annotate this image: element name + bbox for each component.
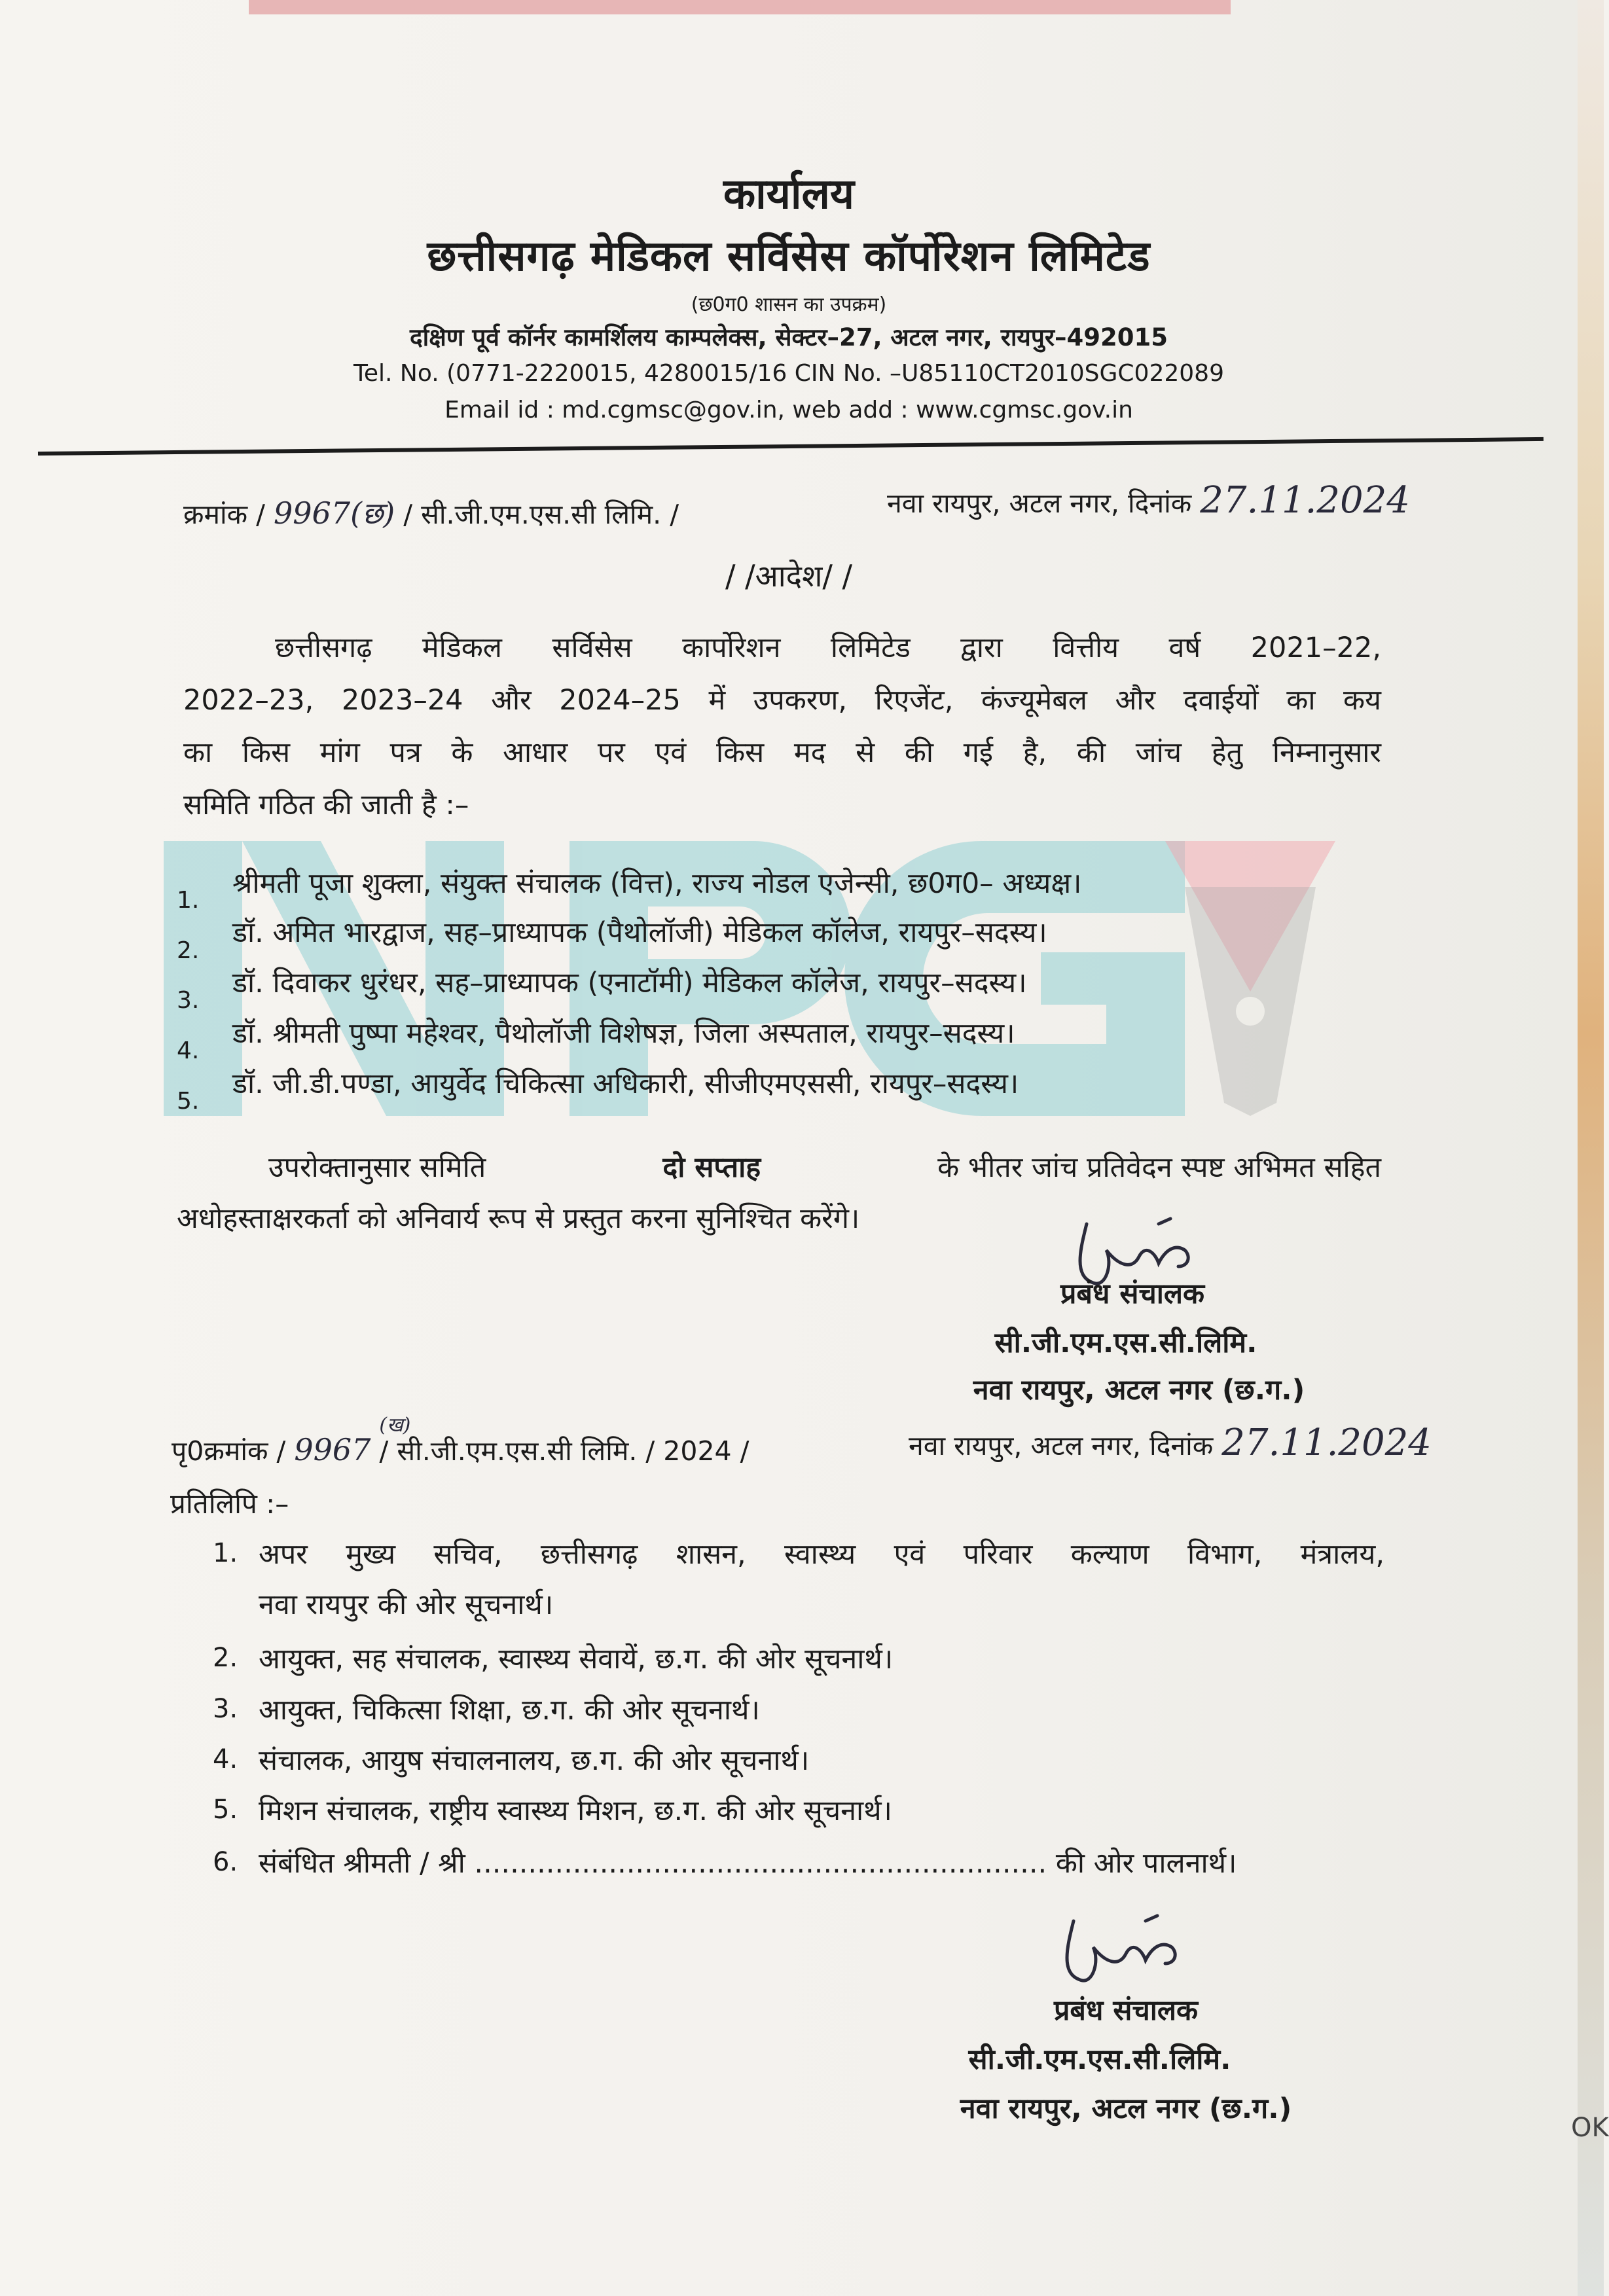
reference-number-line (183, 492, 679, 533)
closing-line-2: अधोहस्ताक्षरकर्ता को अनिवार्य रूप से प्रस्तुत करना सुनिश्चित करेंगे। (177, 1202, 860, 1235)
member-4: डॉ. श्रीमती पुष्पा महेश्वर, पैथोलॉजी विशेषज्ञ, जिला अस्पताल, रायपुर–सदस्य। (232, 1017, 1015, 1050)
signature-1-org: सी.जी.एम.एस.सी.लिमि. (994, 1327, 1257, 1359)
member-1: श्रीमती पूजा शुक्ला, संयुक्त संचालक (वित्त), राज्य नोडल एजेन्सी, छ0ग0– अध्यक्ष। (232, 867, 1082, 900)
reference-date-line (887, 479, 1410, 522)
copy-6: संबंधित श्रीमती / श्री ................................................................ की ओर पालनार्थ। (259, 1847, 1237, 1880)
member-number-1: 1. (177, 887, 200, 914)
order-body-line-4: समिति गठित की जाती है :– (183, 789, 469, 821)
reference-number-handwritten: 9967(छ) (274, 495, 395, 531)
corporation-subtitle: (छ0ग0 शासन का उपक्रम) (691, 293, 887, 316)
endorsement-place-date-label: नवा रायपुर, अटल नगर, दिनांक (909, 1430, 1214, 1462)
signature-2-place: नवा रायपुर, अटल नगर (छ.ग.) (960, 2092, 1292, 2125)
signature-1-place: नवा रायपुर, अटल नगर (छ.ग.) (973, 1374, 1305, 1407)
signature-2-scribble (1047, 1901, 1204, 2000)
reference-date-handwritten: 27.11.2024 (1200, 479, 1410, 522)
endorsement-label: पृ0क्रमांक / (172, 1435, 286, 1467)
top-edge-stain (249, 0, 1231, 14)
member-number-4: 4. (177, 1037, 200, 1064)
copy-number-3: 3. (213, 1694, 238, 1724)
endorsement-number-handwritten: 9967 (294, 1432, 371, 1467)
member-5: डॉ. जी.डी.पण्डा, आयुर्वेद चिकित्सा अधिकारी, सीजीएमएससी, रायपुर–सदस्य। (232, 1067, 1019, 1100)
copy-number-2: 2. (213, 1643, 238, 1673)
copy-3: आयुक्त, चिकित्सा शिक्षा, छ.ग. की ओर सूचनार्थ। (259, 1694, 760, 1727)
copy-2: आयुक्त, सह संचालक, स्वास्थ्य सेवायें, छ.ग. की ओर सूचनार्थ। (259, 1643, 894, 1676)
endorsement-number-superscript: (ख) (379, 1414, 411, 1437)
watermark-nib-hole (1236, 997, 1265, 1026)
endorsement-date-handwritten: 27.11.2024 (1221, 1422, 1432, 1464)
closing-line-1 (268, 1147, 1381, 1185)
closing-duration: दो सप्ताह (662, 1151, 761, 1184)
copy-number-6: 6. (213, 1847, 238, 1877)
endorsement-number-wrap (294, 1414, 411, 1467)
email-web-line: Email id : md.cgmsc@gov.in, web add : www.cgmsc.gov.in (444, 397, 1133, 423)
reference-label: क्रमांक / (183, 499, 265, 530)
member-number-3: 3. (177, 987, 200, 1014)
copy-number-1: 1. (213, 1538, 238, 1568)
order-body-line-1: छत्तीसगढ़ मेडिकल सर्विसेस कार्पोरेशन लिमिटेड द्वारा वित्तीय वर्ष 2021–22, (275, 632, 1381, 664)
signature-2-org: सी.जी.एम.एस.सी.लिमि. (968, 2043, 1231, 2076)
order-body-line-2: 2022–23, 2023–24 और 2024–25 में उपकरण, रिएजेंट, कंज्यूमेबल और दवाईयों का कय (183, 684, 1381, 717)
corporation-address: दक्षिण पूर्व कॉर्नर कामर्शिलय काम्पलेक्स, सेक्टर–27, अटल नगर, रायपुर–492015 (410, 323, 1168, 351)
copy-4: संचालक, आयुष संचालनालय, छ.ग. की ओर सूचनार्थ। (259, 1744, 810, 1777)
office-heading: कार्यालय (723, 170, 854, 219)
reference-suffix: / सी.जी.एम.एस.सी लिमि. / (403, 499, 679, 530)
page-edge-shadow (1578, 0, 1604, 2296)
copy-1-line-2: नवा रायपुर की ओर सूचनार्थ। (259, 1588, 554, 1621)
order-title: / /आदेश/ / (725, 558, 852, 594)
endorsement-number-line (172, 1414, 750, 1469)
copy-number-4: 4. (213, 1744, 238, 1774)
closing-pre: उपरोक्तानुसार समिति (268, 1151, 486, 1184)
member-number-5: 5. (177, 1088, 200, 1115)
endorsement-date-line (909, 1422, 1432, 1464)
closing-post: के भीतर जांच प्रतिवेदन स्पष्ट अभिमत सहित (937, 1151, 1381, 1184)
signature-2-title: प्रबंध संचालक (1053, 1994, 1199, 2027)
copy-5: मिशन संचालक, राष्ट्रीय स्वास्थ्य मिशन, छ.ग. की ओर सूचनार्थ। (259, 1795, 892, 1827)
watermark-letter-n-left (164, 841, 242, 1116)
member-number-2: 2. (177, 937, 200, 964)
member-2: डॉ. अमित भारद्वाज, सह–प्राध्यापक (पैथोलॉजी) मेडिकल कॉलेज, रायपुर–सदस्य। (232, 916, 1047, 949)
copy-to-label: प्रतिलिपि :– (170, 1488, 289, 1520)
order-body-line-3: का किस मांग पत्र के आधार पर एवं किस मद से की गई है, की जांच हेतु निम्नानुसार (183, 736, 1381, 769)
copy-number-5: 5. (213, 1795, 238, 1825)
signature-1-title: प्रबंध संचालक (1060, 1278, 1205, 1310)
reference-place-date-label: नवा रायपुर, अटल नगर, दिनांक (887, 488, 1192, 519)
corporation-name: छत्तीसगढ़ मेडिकल सर्विसेस कॉर्पोरेशन लिमिटेड (427, 232, 1151, 281)
copy-1-line-1: अपर मुख्य सचिव, छत्तीसगढ़ शासन, स्वास्थ्य एवं परिवार कल्याण विभाग, मंत्रालय, (259, 1538, 1384, 1571)
member-3: डॉ. दिवाकर धुरंधर, सह–प्राध्यापक (एनाटॉमी) मेडिकल कॉलेज, रायपुर–सदस्य। (232, 967, 1027, 999)
margin-text-fragment: OK (1571, 2113, 1609, 2143)
endorsement-suffix: / सी.जी.एम.एस.सी लिमि. / 2024 / (379, 1435, 750, 1467)
tel-cin-line: Tel. No. (0771-2220015, 4280015/16 CIN No. –U85110CT2010SGC022089 (353, 360, 1224, 387)
